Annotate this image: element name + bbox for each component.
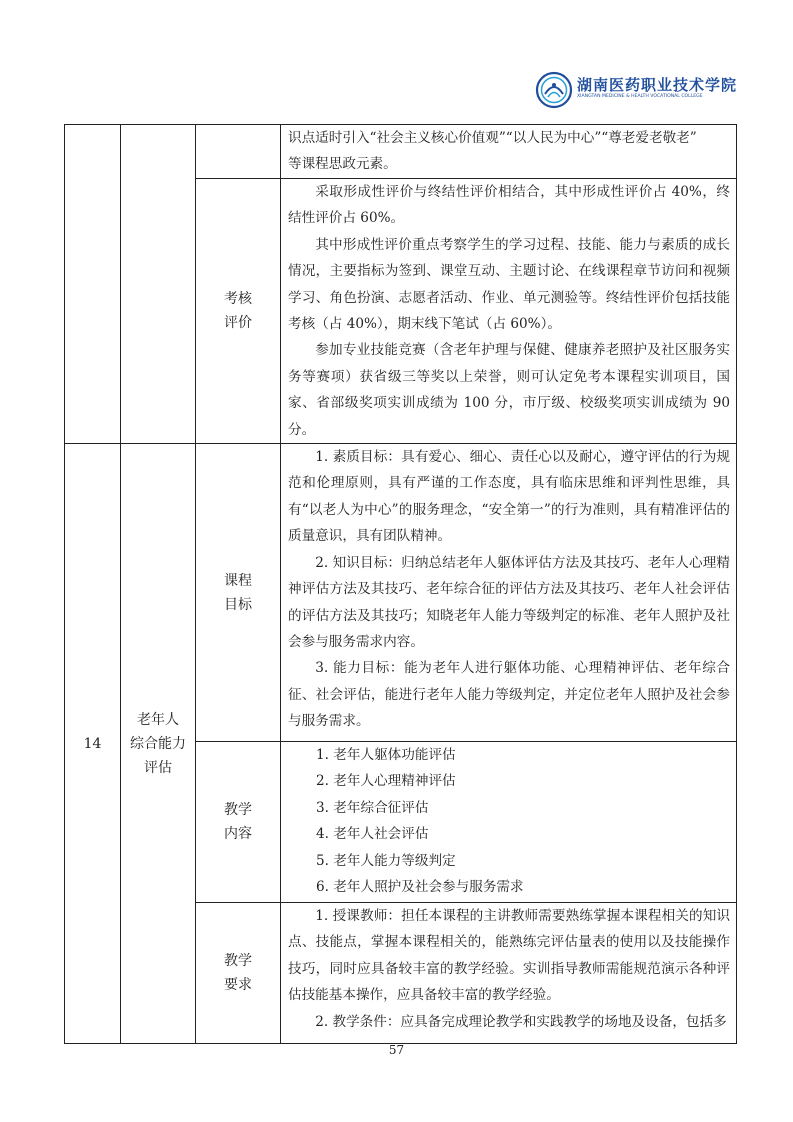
list-item: 1. 老年人躯体功能评估: [316, 747, 456, 764]
college-name-english: XIANGTAN MEDICINE & HEALTH VOCATIONAL COLLEGE: [577, 94, 703, 99]
list-item: 6. 老年人照护及社会参与服务需求: [316, 879, 524, 896]
objectives-content: [281, 444, 737, 742]
continuation-line: 识点适时引入“社会主义核心价值观”“以人民为中心”“尊老爱老敬老”: [288, 130, 697, 146]
list-item: 2. 老年人心理精神评估: [316, 773, 456, 790]
page-number: 57: [388, 1043, 405, 1057]
course-table: [64, 124, 737, 1044]
assessment-paragraph: 采取形成性评价与终结性评价相结合，其中形成性评价占 40%，终结性评价占 60%。: [288, 184, 730, 227]
objectives-label: 课程 目标: [196, 444, 281, 742]
list-item: 4. 老年人社会评估: [316, 826, 429, 843]
requirements-label: 教学 要求: [196, 903, 281, 1044]
course-name: 老年人 综合能力 评估: [121, 444, 196, 1044]
content-label: 教学 内容: [196, 742, 281, 903]
prev-number-cell: [65, 125, 121, 444]
prev-course-cell: [121, 125, 196, 444]
ideology-continuation-cell: [281, 125, 737, 179]
prev-label-cell: [196, 125, 281, 179]
list-item: 3. 老年综合征评估: [316, 799, 429, 816]
course-number: 14: [65, 444, 121, 1044]
college-name: 湖南医药职业技术学院: [577, 76, 738, 94]
assessment-content: [281, 179, 737, 444]
table-row: [65, 125, 737, 179]
assessment-label: 考核 评价: [196, 179, 281, 444]
requirement-paragraph: 2. 教学条件：应具备完成理论教学和实践教学的场地及设备，包括多: [315, 1013, 727, 1030]
assessment-paragraph: 参加专业技能竞赛（含老年护理与保健、健康养老照护及社区服务实务等赛项）获省级三等奖以上荣誉，则可认定免考本课程实训项目，国家、省部级奖项实训成绩为 100 分，市厅级、校级奖项实训成绩为 90 分。: [288, 342, 730, 438]
assessment-paragraph: 其中形成性评价重点考察学生的学习过程、技能、能力与素质的成长情况，主要指标为签到、课堂互动、主题讨论、在线课程章节访问和视频学习、角色扮演、志愿者活动、作业、单元测验等。终结性评价包括技能考核（占 40%），期末线下笔试（占 60%）。: [288, 236, 730, 333]
content-list: [281, 742, 737, 903]
objective-paragraph: 3. 能力目标：能为老年人进行躯体功能、心理精神评估、老年综合征、社会评估，能进行老年人能力等级判定，并定位老年人照护及社会参与服务需求。: [288, 660, 730, 730]
requirements-content: [281, 903, 737, 1044]
objective-paragraph: 1. 素质目标：具有爱心、细心、责任心以及耐心，遵守评估的行为规范和伦理原则，具有严谨的工作态度，具有临床思维和评判性思维，具有“以老人为中心”的服务理念，“安全第一”的行为准则，具有精准评估的质量意识，具有团队精神。: [288, 449, 730, 545]
objective-paragraph: 2. 知识目标：归纳总结老年人躯体评估方法及其技巧、老年人心理精神评估方法及其技巧、老年综合征的评估方法及其技巧、老年人社会评估的评估方法及其技巧；知晓老年人能力等级判定的标准、老年人照护及社会参与服务需求内容。: [288, 554, 730, 650]
table-row: [65, 444, 737, 742]
continuation-line: 等课程思政元素。: [288, 156, 397, 173]
requirement-paragraph: 1. 授课教师：担任本课程的主讲教师需要熟练掌握本课程相关的知识点、技能点，掌握本课程相关的，能熟练完评估量表的使用以及技能操作技巧，同时应具备较丰富的教学经验。实训指导教师需能规范演示各种评估技能基本操作，应具备较丰富的教学经验。: [288, 908, 730, 1004]
list-item: 5. 老年人能力等级判定: [316, 852, 456, 869]
